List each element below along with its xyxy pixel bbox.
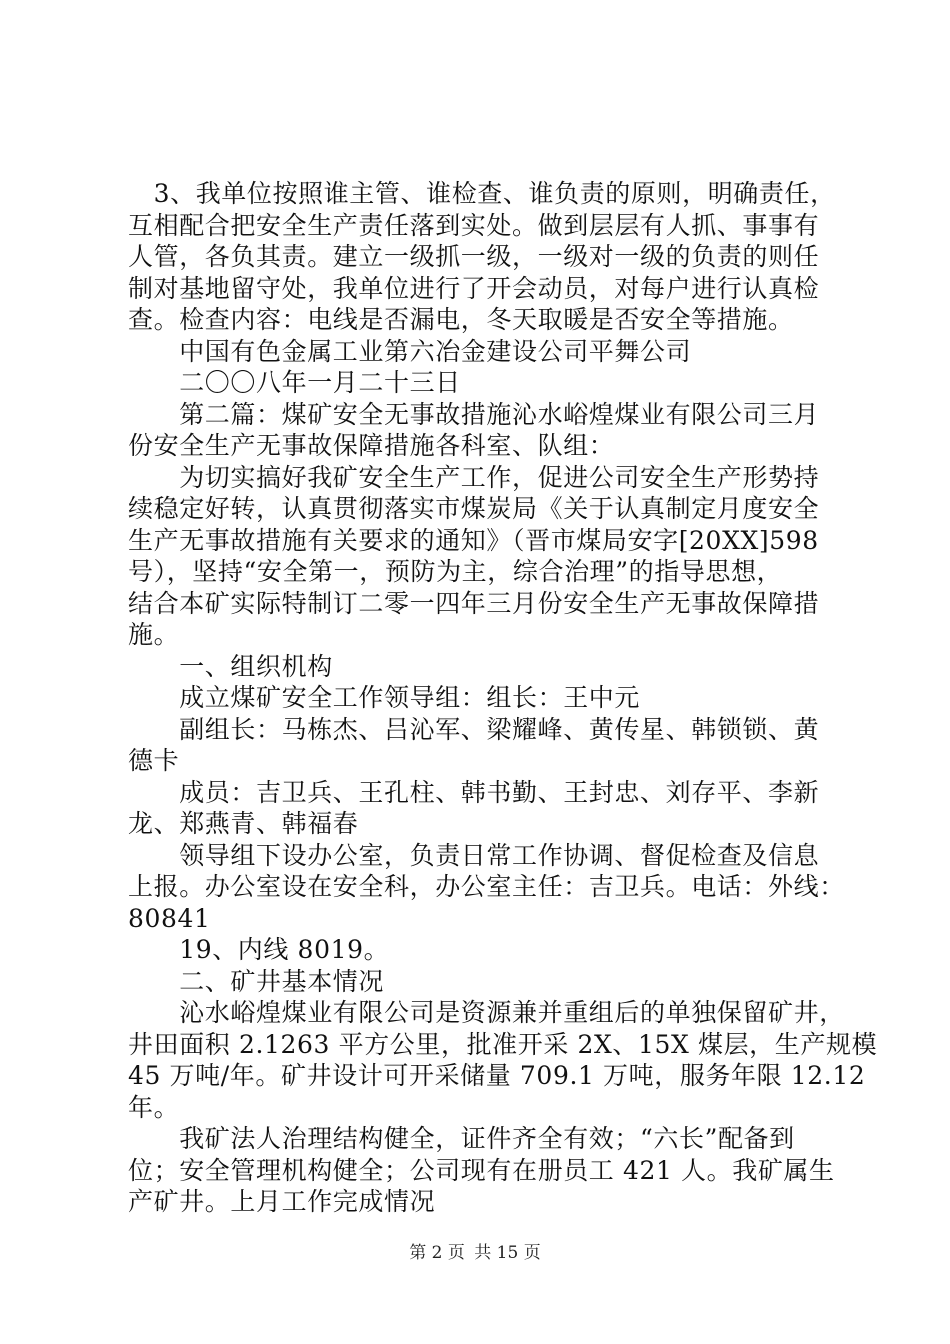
text-line: 制对基地留守处，我单位进行了开会动员，对每户进行认真检 [128,273,820,303]
text-line: 副组长：马栋杰、吕沁军、梁耀峰、黄传星、韩锁锁、黄 [128,714,820,744]
text-line: 年。 [128,1092,180,1122]
text-line: 互相配合把安全生产责任落到实处。做到层层有人抓、事事有 [128,210,820,240]
text-line: 龙、郑燕青、韩福春 [128,809,359,838]
document-body [128,178,878,1218]
text-line: 二〇〇八年一月二十三日 [128,368,461,397]
text-line: 80841 [128,903,211,933]
text-line: 产矿井。上月工作完成情况 [128,1187,436,1216]
text-line: 查。检查内容：电线是否漏电，冬天取暖是否安全等措施。 [128,305,794,334]
text-line: 位；安全管理机构健全；公司现有在册员工 421 人。我矿属生 [128,1155,835,1185]
text-line: 施。 [128,620,180,649]
text-line: 二、矿井基本情况 [128,966,385,996]
text-line: 成员：吉卫兵、王孔柱、韩书勤、王封忠、刘存平、李新 [128,777,820,807]
text-line: 份安全生产无事故保障措施各科室、队组： [128,431,615,460]
text-line: 中国有色金属工业第六冶金建设公司平舞公司 [128,336,692,366]
text-line: 我矿法人治理结构健全，证件齐全有效；“六长”配备到 [128,1124,795,1153]
page-footer [0,1242,950,1264]
text-line: 一、组织机构 [128,651,333,681]
text-line: 号），坚持“安全第一，预防为主，综合治理”的指导思想， [128,557,783,586]
text-line: 第二篇：煤矿安全无事故措施沁水峪煌煤业有限公司三月 [128,399,820,429]
text-line: 续稳定好转，认真贯彻落实市煤炭局《关于认真制定月度安全 [128,494,820,523]
text-line: 井田面积 2.1263 平方公里，批准开采 2X、15X 煤层，生产规模 [128,1029,878,1059]
text-line: 3、我单位按照谁主管、谁检查、谁负责的原则，明确责任， [128,179,836,208]
text-line: 成立煤矿安全工作领导组：组长：王中元 [128,683,641,712]
text-line: 生产无事故措施有关要求的通知》（晋市煤局安字[20XX]598 [128,525,819,555]
text-line: 沁水峪煌煤业有限公司是资源兼并重组后的单独保留矿井， [128,998,845,1027]
text-line: 德卡 [128,746,180,775]
page-number: 第 2 页 [409,1243,465,1263]
text-line: 上报。办公室设在安全科，办公室主任：吉卫兵。电话：外线： [128,872,845,901]
text-line: 人管，各负其责。建立一级抓一级，一级对一级的负责的则任 [128,242,820,271]
text-line: 45 万吨/年。矿井设计可开采储量 709.1 万吨，服务年限 12.12 [128,1061,866,1090]
text-line: 结合本矿实际特制订二零一四年三月份安全生产无事故保障措 [128,588,820,618]
total-pages: 共 15 页 [474,1243,541,1263]
text-line: 为切实搞好我矿安全生产工作，促进公司安全生产形势持 [128,462,820,492]
text-line: 领导组下设办公室，负责日常工作协调、督促检查及信息 [128,840,820,870]
text-line: 19、内线 8019。 [128,935,390,964]
